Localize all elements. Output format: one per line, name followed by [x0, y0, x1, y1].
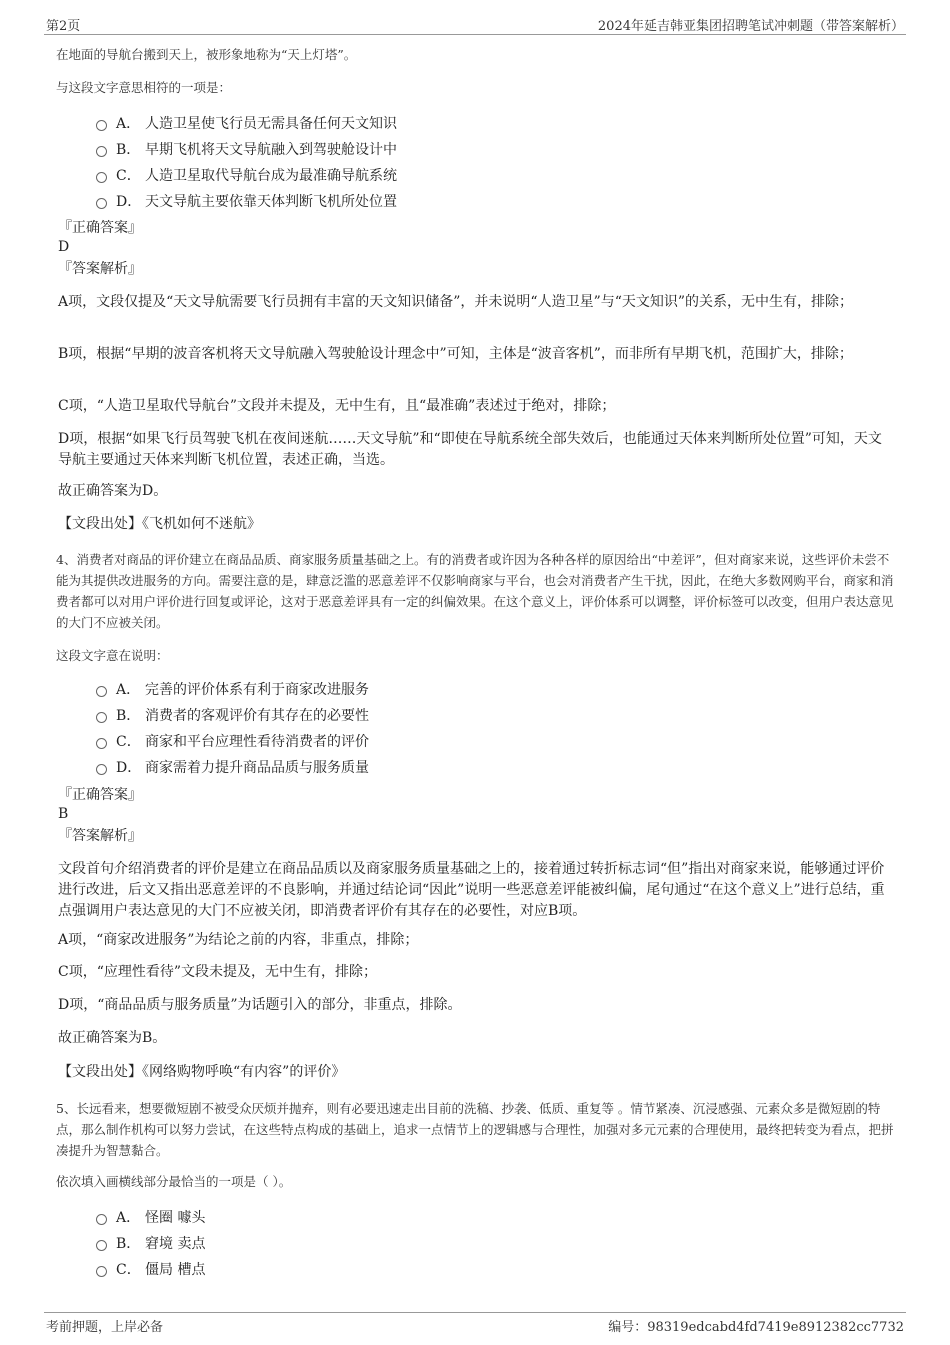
- q3-passage-end: 在地面的导航台搬到天上，被形象地称为“天上灯塔”。: [56, 47, 357, 62]
- q3-analysis-label: 『答案解析』: [58, 261, 142, 277]
- radio-button[interactable]: [96, 146, 107, 157]
- q3-analysis-b: B项，根据“早期的波音客机将天文导航融入驾驶舱设计理念中”可知，主体是“波音客机”，而非所有早期飞机，范围扩大，排除；: [58, 346, 853, 362]
- q4-analysis-a: A项，“商家改进服务”为结论之前的内容，非重点，排除；: [58, 932, 419, 948]
- option-text: 完善的评价体系有利于商家改进服务: [145, 682, 369, 698]
- option-letter: C．: [116, 168, 141, 184]
- option-text: 人造卫星使飞行员无需具备任何天文知识: [145, 116, 397, 132]
- option-text: 怪圈 噱头: [145, 1210, 206, 1226]
- q4-analysis-d: D项，“商品品质与服务质量”为话题引入的部分，非重点，排除。: [58, 997, 462, 1013]
- page-footer: [44, 1312, 906, 1335]
- option-letter: C．: [116, 1262, 141, 1278]
- q3-stem: 与这段文字意思相符的一项是：: [56, 80, 232, 95]
- radio-button[interactable]: [96, 1214, 107, 1225]
- option-text: 天文导航主要依靠天体判断飞机所处位置: [145, 194, 397, 210]
- q3-source: 【文段出处】《飞机如何不迷航》: [58, 516, 261, 532]
- radio-button[interactable]: [96, 686, 107, 697]
- radio-button[interactable]: [96, 120, 107, 131]
- q3-analysis-c: C项，“人造卫星取代导航台”文段并未提及，无中生有，且“最准确”表述过于绝对，排除；: [58, 398, 616, 414]
- option-text: 消费者的客观评价有其存在的必要性: [145, 708, 369, 724]
- q3-conclusion: 故正确答案为D。: [58, 483, 168, 499]
- document-code: 编号：98319edcabd4fd7419e8912382cc7732: [608, 1320, 904, 1335]
- option-text: 商家需着力提升商品品质与服务质量: [145, 760, 369, 776]
- page-number: 第2页: [46, 19, 81, 34]
- q3-answer: D: [58, 239, 70, 255]
- option-letter: C．: [116, 734, 141, 750]
- option-text: 人造卫星取代导航台成为最准确导航系统: [145, 168, 397, 184]
- q4-analysis-label: 『答案解析』: [58, 828, 142, 844]
- option-letter: A．: [116, 116, 141, 132]
- q4-analysis-main: 文段首句介绍消费者的评价是建立在商品品质以及商家服务质量基础之上的，接着通过转折标志词“但”指出对商家来说，能够通过评价进行改进，后文又指出恶意差评的不良影响，并通过结论词“因此”说明一些恶意差评能被纠偏，尾句通过“在这个意义上”进行总结，重点强调用户表达意见的大门不应被关闭，即消费者评价有其存在的必要性，对应B项。: [58, 861, 885, 919]
- q5-stem: 依次填入画横线部分最恰当的一项是（ ）。: [56, 1174, 292, 1189]
- q4-analysis-c: C项，“应理性看待”文段未提及，无中生有，排除；: [58, 964, 378, 980]
- radio-button[interactable]: [96, 1266, 107, 1277]
- document-title: 2024年延吉韩亚集团招聘笔试冲刺题（带答案解析）: [597, 19, 904, 34]
- radio-button[interactable]: [96, 738, 107, 749]
- radio-button[interactable]: [96, 1240, 107, 1251]
- q4-passage: 4、消费者对商品的评价建立在商品品质、商家服务质量基础之上。有的消费者或许因为各种各样的原因给出“中差评”，但对商家来说，这些评价未尝不能为其提供改进服务的方向。需要注意的是，肆意泛滥的恶意差评不仅影响商家与平台，也会对消费者产生干扰，因此，在绝大多数网购平台，商家和消费者都可以对用户评价进行回复或评论，这对于恶意差评具有一定的纠偏效果。在这个意义上，评价体系可以调整，评价标签可以改变，但用户表达意见的大门不应被关闭。: [56, 552, 894, 630]
- option-text: 早期飞机将天文导航融入到驾驶舱设计中: [145, 142, 397, 158]
- option-letter: A．: [116, 682, 141, 698]
- radio-button[interactable]: [96, 198, 107, 209]
- option-text: 商家和平台应理性看待消费者的评价: [145, 734, 369, 750]
- q4-answer-label: 『正确答案』: [58, 787, 142, 803]
- q3-analysis-d: D项，根据“如果飞行员驾驶飞机在夜间迷航……天文导航”和“即使在导航系统全部失效后，也能通过天体来判断所处位置”可知，天文导航主要通过天体来判断飞机位置，表述正确，当选。: [58, 431, 882, 468]
- q4-answer: B: [58, 806, 69, 822]
- radio-button[interactable]: [96, 712, 107, 723]
- option-letter: B．: [116, 1236, 141, 1252]
- q5-passage: 5、长远看来，想要微短剧不被受众厌烦并抛弃，则有必要迅速走出目前的洗稿、抄袭、低质、重复等 。情节紧凑、沉浸感强、元素众多是微短剧的特点，那么制作机构可以努力尝试，在这些特点构成的基础上，追求一点情节上的逻辑感与合理性，加强对多元元素的合理使用，最终把转变为看点，把拼凑提升为智慧黏合。: [56, 1101, 894, 1158]
- footer-slogan: 考前押题，上岸必备: [46, 1320, 164, 1335]
- q3-analysis-a: A项，文段仅提及“天文导航需要飞行员拥有丰富的天文知识储备”，并未说明“人造卫星”与“天文知识”的关系，无中生有，排除；: [58, 294, 854, 310]
- option-letter: D．: [116, 194, 142, 210]
- q4-conclusion: 故正确答案为B。: [58, 1030, 167, 1046]
- option-text: 窘境 卖点: [145, 1236, 206, 1252]
- radio-button[interactable]: [96, 764, 107, 775]
- option-letter: A．: [116, 1210, 141, 1226]
- page-header: [44, 14, 906, 35]
- q4-stem: 这段文字意在说明：: [56, 648, 169, 663]
- option-letter: B．: [116, 708, 141, 724]
- option-letter: B．: [116, 142, 141, 158]
- q3-answer-label: 『正确答案』: [58, 220, 142, 236]
- option-letter: D．: [116, 760, 142, 776]
- option-text: 僵局 槽点: [145, 1262, 206, 1278]
- radio-button[interactable]: [96, 172, 107, 183]
- q4-source: 【文段出处】《网络购物呼唤“有内容”的评价》: [58, 1064, 346, 1080]
